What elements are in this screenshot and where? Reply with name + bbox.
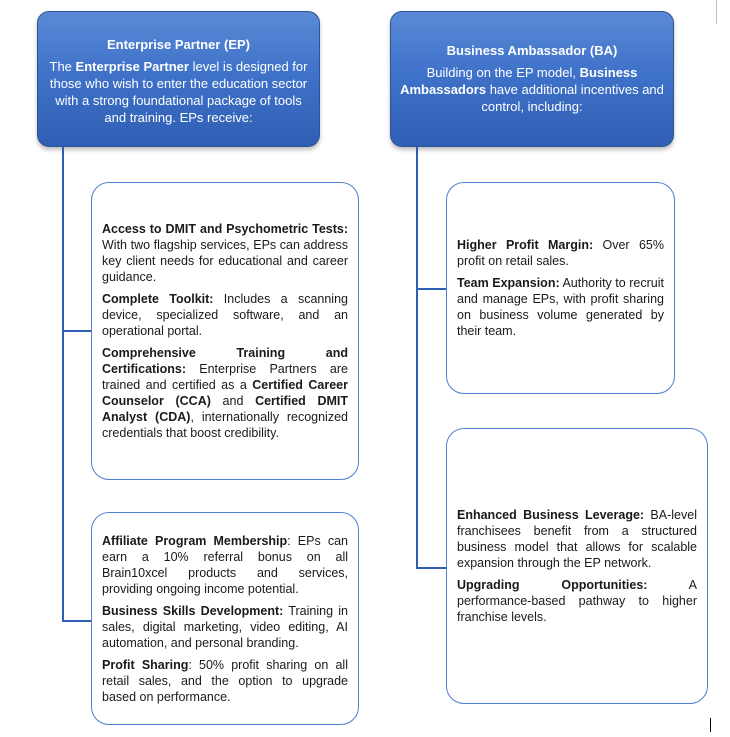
- ep-item-dmit-text: With two flagship services, EPs can address key client needs for educational and career guidance.: [102, 238, 348, 284]
- page-edge-rule: [716, 0, 717, 24]
- ba-item-upgrade-text: A performance-based pathway to higher franchise levels.: [457, 578, 697, 624]
- ep-item-training-cca: Certified Career Counselor (CCA): [102, 378, 348, 408]
- ep-item-training-and: and: [210, 394, 256, 408]
- ep-benefits-card-1: [91, 182, 359, 480]
- ep-desc-pre: The: [49, 59, 76, 74]
- ep-item-training: [102, 345, 348, 441]
- ep-item-skills-heading: Business Skills Development:: [102, 603, 284, 618]
- ba-item-team: [457, 275, 664, 339]
- ep-item-affiliate-text: : EPs can earn a 10% referral bonus on all Brain10xcel products and services, providing ongoing income potential.: [102, 533, 348, 596]
- ep-connector-branch-1: [62, 330, 91, 332]
- ep-item-dmit: [102, 221, 348, 285]
- ep-item-skills-text: Training in sales, digital marketing, video editing, AI automation, and personal branding.: [102, 603, 348, 650]
- ep-connector-vertical: [62, 147, 64, 622]
- ep-connector-branch-2: [62, 620, 91, 622]
- ep-item-dmit-heading: Access to DMIT and Psychometric Tests:: [102, 222, 348, 236]
- ep-item-toolkit-text: Includes a scanning device, specialized software, and an operational portal.: [102, 292, 348, 338]
- text-cursor: [710, 718, 711, 732]
- ep-item-training-text: Enterprise Partners are trained and certified as a: [102, 362, 348, 392]
- ep-item-affiliate-heading: Affiliate Program Membership: [102, 533, 288, 548]
- ba-connector-branch-1: [416, 288, 446, 290]
- ep-benefits-card-2: [91, 512, 359, 725]
- ep-item-affiliate: [102, 533, 348, 597]
- ba-item-leverage: [457, 507, 697, 571]
- ep-title: Enterprise Partner (EP): [106, 37, 251, 52]
- ep-item-training-tail: , internationally recognized credentials that boost credibility.: [102, 410, 348, 440]
- ba-item-team-heading: Team Expansion:: [457, 276, 560, 290]
- ba-header-box: [390, 11, 674, 147]
- ba-desc-post: have additional incentives and control, including:: [481, 82, 664, 114]
- ba-item-margin-text: Over 65% profit on retail sales.: [457, 238, 664, 268]
- ep-item-profit: [102, 657, 348, 705]
- ba-item-upgrade-heading: Upgrading Opportunities:: [457, 578, 648, 592]
- ba-connector-branch-2: [416, 567, 446, 569]
- ep-desc-post: level is designed for those who wish to enter the education sector with a strong foundational package of tools and training. EPs receive:: [49, 59, 308, 125]
- ep-desc-bold: Enterprise Partner: [75, 59, 189, 74]
- ba-benefits-card-1: [446, 182, 675, 394]
- ba-connector-vertical: [416, 147, 418, 569]
- ep-item-training-cda: Certified DMIT Analyst (CDA): [102, 394, 348, 424]
- ba-desc-bold: Business Ambassadors: [400, 65, 638, 97]
- ep-item-profit-heading: Profit Sharing: [102, 657, 189, 672]
- ep-item-profit-text: : 50% profit sharing on all retail sales, and the option to upgrade based on performance.: [102, 657, 348, 704]
- ba-item-margin: [457, 237, 664, 269]
- ep-item-skills: [102, 603, 348, 651]
- ba-benefits-card-2: [446, 428, 708, 704]
- ba-item-team-text: Authority to recruit and manage EPs, with profit sharing on business volume generated by their team.: [457, 276, 664, 338]
- ep-header-box: [37, 11, 320, 147]
- ba-item-leverage-text: BA-level franchisees benefit from a structured business model that allows for scalable expansion through the EP network.: [457, 508, 697, 570]
- ep-item-toolkit-heading: Complete Toolkit:: [102, 292, 214, 306]
- ba-desc-pre: Building on the EP model,: [426, 65, 580, 80]
- ep-item-toolkit: [102, 291, 348, 339]
- ba-item-margin-heading: Higher Profit Margin:: [457, 238, 594, 252]
- ba-item-upgrade: [457, 577, 697, 625]
- ba-item-leverage-heading: Enhanced Business Leverage:: [457, 508, 645, 522]
- ep-item-training-heading: Comprehensive Training and Certifications:: [102, 346, 348, 376]
- ba-title: Business Ambassador (BA): [446, 43, 618, 58]
